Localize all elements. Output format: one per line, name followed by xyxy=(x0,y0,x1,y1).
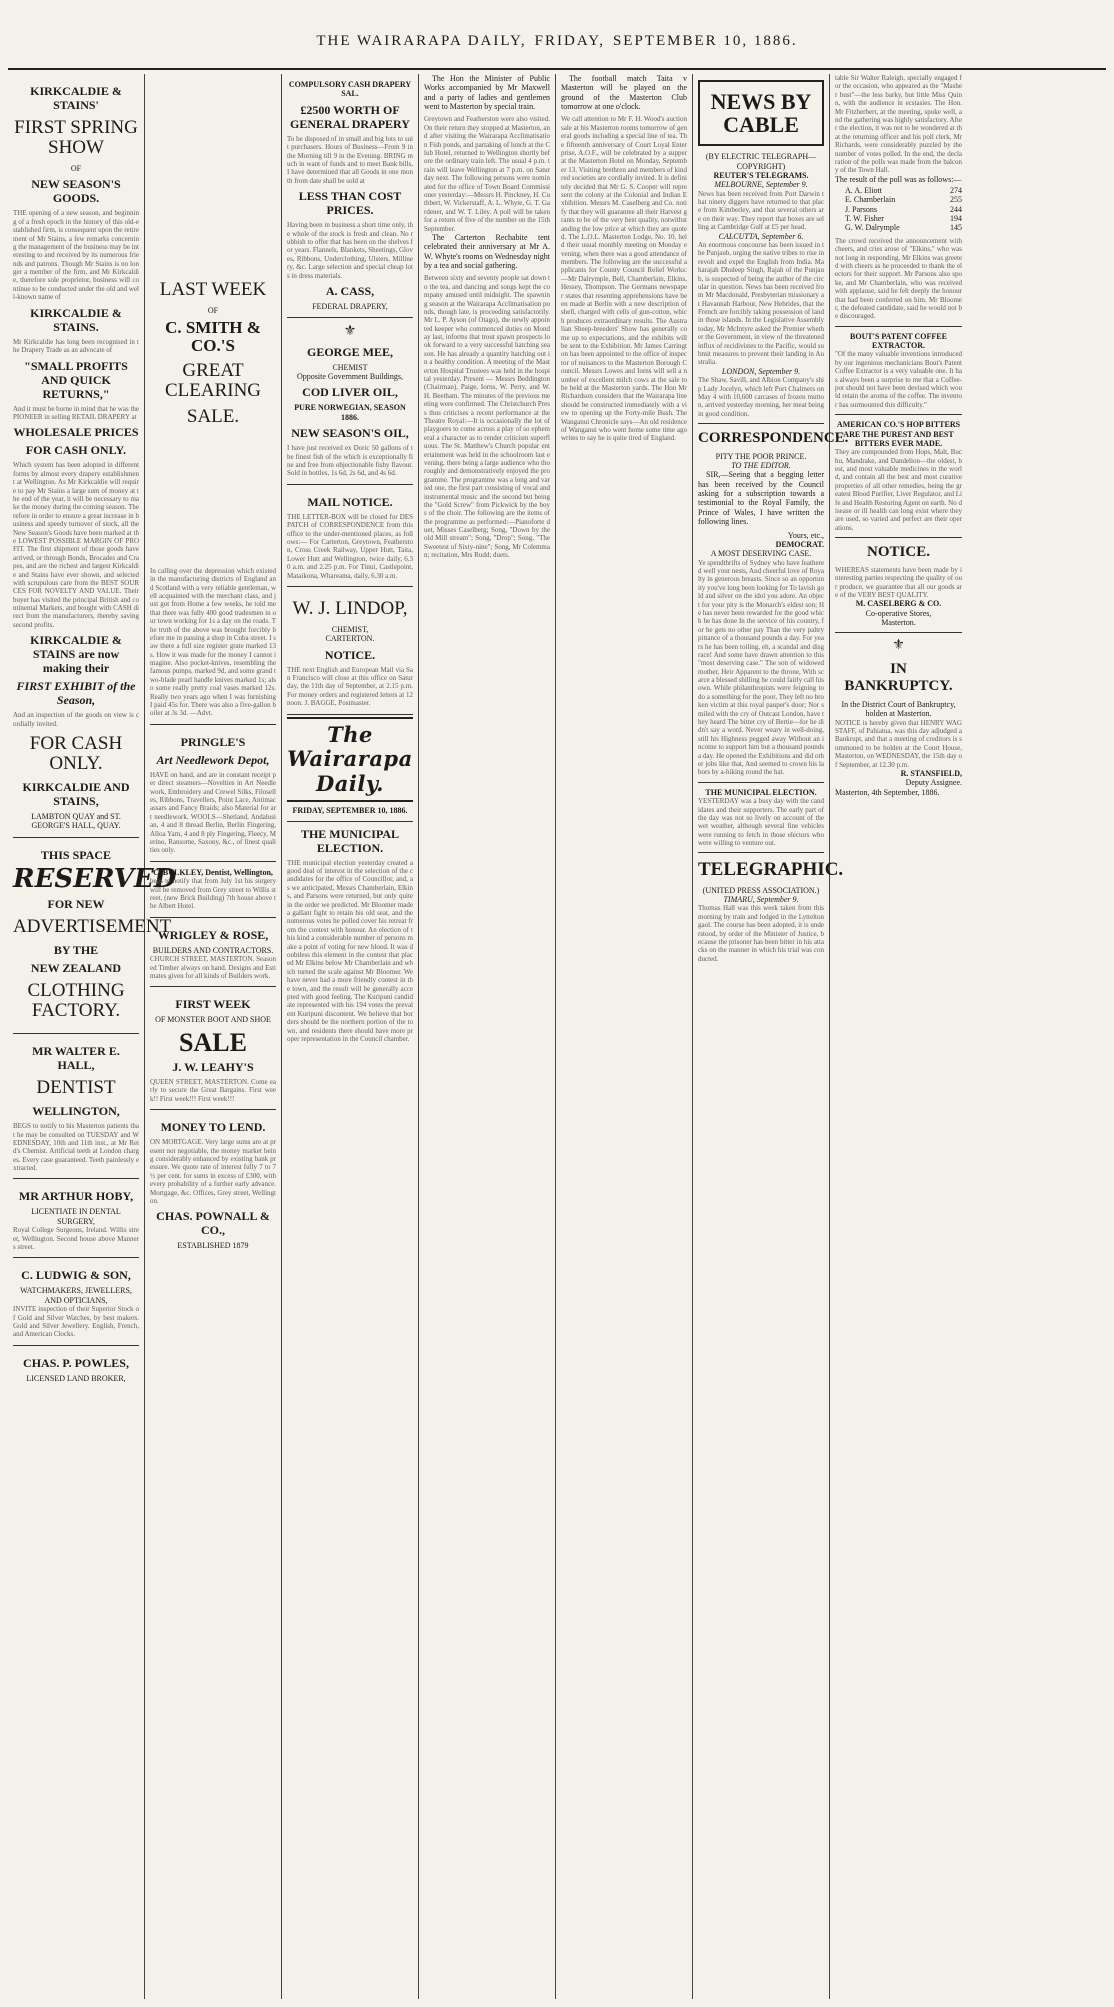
bouts-body: "Of the many valuable inventions introduced by our ingenious mechanicians Bout's Patent Coffee Extractor is a very valuable one. It has always been a surprise to me that a Coffee-pot should not have been devised which would retain the aroma of the coffee. The inventor has surmounted this difficulty." xyxy=(835,350,962,409)
calcutta-body: An enormous concourse has been issued in the Punjaub, urging the native tribes to rise in revolt and expel the English from India. Maharajah Dhuleep Singh, Rajah of the Punjaub, is suspected of being the author of the circular in question. News has been received from Mr Macdonald, Presbyterian missionary at Havannah Harbour, New Hebrides, that the French are forcibly taking possession of land in those islands. In the Legislative Assembly today, Mr McIntyre asked the Premier whether the Government, in view of the threatened influx of recidivistes to the Pacific, would submit measures to prevent their landing in Australia. xyxy=(698,240,824,367)
municipal-election-2: THE MUNICIPAL ELECTION. xyxy=(705,787,817,797)
powles-sub: LICENSED LAND BROKER, xyxy=(26,1373,126,1383)
col4-body-1: Greytown and Featherston were also visited. On their return they stopped at Masterton, and after visiting the Wairarapa Acclimatisation Fish ponds, and partaking of lunch at the Club Hotel, returned to Wellington shortly before the ordinary train left. The usual 4 p.m. train will leave Wellington at 7 p.m. on Saturday next. The following persons were nominated for the office of Town Board Commissioner yesterday:—Messrs H. Pinckney, H. Cuthbert, W. Vickerstaff, A. L. Whyte, G. T. Gardener, and W. T. Liley. A poll will be taken for a return of five of the number on the 15th September. xyxy=(424,115,550,233)
kirk-lambton: LAMBTON QUAY and ST. GEORGE'S HALL, QUAY. xyxy=(31,812,121,831)
smith-name: C. SMITH & CO.'S xyxy=(165,318,261,356)
poll-row: T. W. Fisher 194 xyxy=(845,214,962,224)
london-date: LONDON, September 9. xyxy=(721,366,801,376)
pownall-name: CHAS. POWNALL & CO., xyxy=(156,1209,270,1238)
correspondence: CORRESPONDENCE. xyxy=(698,430,849,447)
bankruptcy-date: Masterton, 4th September, 1886. xyxy=(835,787,940,797)
poll-results xyxy=(845,186,962,233)
hall-body: BEGS to notify to his Masterton patients that he may be consulted on TUESDAY and WEDNESDAY, 10th and 11th inst., at Mr Reid's Chemist. Artificial teeth at London charges. Every case guaranteed. Teeth painlessly extracted. xyxy=(13,1122,139,1173)
cash-only-2: FOR CASH ONLY. xyxy=(29,733,123,775)
new-zealand: NEW ZEALAND xyxy=(30,961,122,976)
column-1 xyxy=(8,74,177,1999)
col5-intro: The football match Taita v Masterton will be played on the ground of the Masterton Club tomorrow at one o'clock. xyxy=(561,74,687,112)
deserving-case: A MOST DESERVING CASE. xyxy=(710,549,812,559)
deputy-assignee: Deputy Assignee. xyxy=(905,778,962,788)
advertisement: ADVERTISEMENT xyxy=(13,916,172,938)
kirk-body-1: THE opening of a new season, and beginning of a fresh epoch in the history of this old-established firm, is consequent upon the retirement of Mr Stains, a few remarks concerning the management of the business may be interesting to and received by its numerous friends and patrons. Though Mr Stains is no longer a member of the firm, and Mr Kirkcaldie, therefore sole proprietor, business will continue to be conducted under the old and well-known name of xyxy=(13,209,139,302)
caselberg: M. CASELBERG & CO. xyxy=(855,599,942,609)
ludwig-name: C. LUDWIG & SON, xyxy=(21,1268,131,1283)
powles-name: CHAS. P. POWLES, xyxy=(23,1355,129,1370)
timaru-date: TIMARU, September 9. xyxy=(723,895,799,905)
clothing-factory: CLOTHING FACTORY. xyxy=(27,980,125,1022)
news-by-cable-box xyxy=(698,80,824,146)
poll-intro: The result of the poll was as follows:— xyxy=(835,174,962,184)
letter-signed: DEMOCRAT. xyxy=(775,539,824,549)
builders: BUILDERS AND CONTRACTORS. xyxy=(152,945,274,955)
mail-ad xyxy=(287,485,413,587)
timaru-body: Thomas Hall was this week taken from this morning by train and lodged in the Lyttelton gaol. The course has been adopted, it is understood, by order of the Minister of Justice, because the prisoner has been bitter in his attacks on the manner in which his trial was conducted. xyxy=(698,904,824,963)
kirkcaldie-ad xyxy=(13,74,139,838)
cod-liver: COD LIVER OIL, xyxy=(302,385,398,400)
pringle-name: PRINGLE'S xyxy=(180,734,246,749)
masthead xyxy=(8,14,1106,70)
notice-title: NOTICE. xyxy=(867,544,930,561)
col4-body-2: Between sixty and seventy people sat down to the tea, and dancing and songs kept the company amused until midnight. The spawning season at the Wairarapa Acclimatisation ponds, though late, is proceeding satisfactorily. Mr L. P. Ayson (of Otago), the newly appointed keeper who commenced duties on Monday last, informs that trout spawn prospects look forward to a very successful hatching season. He has already a quantity hatching out in a healthy condition. A meeting of the Masterton Hospital Trustees was held in the hospital yesterday. Present — Messrs Beddington (Chairman), Paige, Iorns, W. Perry, and W. H. Beetham. The minutes of the previous meeting were confirmed. The Christchurch Press thus criticises a recent performance at the Theatre Royal:—It is occasionally the lot of playgoers to come across a play of so ephemeral a character as to render criticism superfluous. The St. Matthew's Church popular entertainment was held in the schoolroom last evening, there being a large audience who thoroughly and demonstratively enjoyed the programme. The programme was a long and varied one, the first part consisting of vocal and instrumental music and the second but being the "Gold Screw" from Pickwick by the boys of the choir. The following are the items of the programme as performed:—Pianoforte duet, Misses Caselberg; Song, "Down by the old Mill stream"; Song, "Drop"; Song, "The Sweetest of Sixty-nine"; Song, Mr Colemman; recitation, Mrs Rudd; duets. xyxy=(424,274,550,560)
mee-opp: Opposite Government Buildings, xyxy=(297,372,403,382)
mee-body: I have just received ex Doric 50 gallons of the finest fish of the which is exceptionally fine and free from objectionable fishy flavour. Sold in bottles, 1s 6d, 2s 6d, and 4s 6d. xyxy=(287,444,413,478)
bankruptcy-body: NOTICE is hereby given that HENRY WAGSTAFF, of Pahiatua, was this day adjudged a Bankrupt, and that a meeting of creditors is summoned to be holden at the Court House, Masterton, on WEDNESDAY, the 15th day of September, at 12.30 p.m. xyxy=(835,718,962,769)
kirk-title: KIRKCALDIE & STAINS' xyxy=(30,84,122,113)
telegraphic: TELEGRAPHIC. xyxy=(698,859,844,881)
stansfield: R. STANSFIELD, xyxy=(900,768,962,778)
wrigley-name: WRIGLEY & ROSE, xyxy=(157,927,269,942)
this-space: THIS SPACE xyxy=(40,847,112,862)
first-exhibit: FIRST EXHIBIT of the Season, xyxy=(16,679,136,708)
bulkley-body: begs to notify that from July 1st his surgery will be removed from Grey street to Willis street, (new Brick Building) 7th house above the Albert Hotel. xyxy=(150,877,276,911)
pity-prince: PITY THE POOR PRINCE. xyxy=(715,451,807,461)
spring-show: FIRST SPRING SHOW xyxy=(14,117,138,158)
hall-wellington: WELLINGTON, xyxy=(32,1104,120,1119)
leahy-body: QUEEN STREET, MASTERTON. Come early to secure the Great Bargains. First week!! First week!!! First week!!! xyxy=(150,1078,276,1103)
pringle-ad xyxy=(150,725,276,862)
masthead-paper: THE WAIRARAPA DAILY, xyxy=(316,32,527,49)
mail-body: THE LETTER-BOX will be closed for DESPATCH of CORRESPONDENCE from this office to the under-mentioned places, as follows:— For Carterton, Greytown, Featherston, Cross Creek Railway, Upper Hutt, Taita, Lower Hutt and Wellington, twice daily, 6.30 a.m. and 2.25 p.m. For Tinui, Castlepoint, Mataikona, Whareama, daily, 6.30 a.m. xyxy=(287,512,413,580)
bouts: BOUT'S PATENT COFFEE EXTRACTOR. xyxy=(850,331,947,351)
bankruptcy: IN BANKRUPTCY. xyxy=(844,660,953,695)
kirk-body-4: Which system has been adopted in different forms by almost every drapery establishment at Wellington. As Mr Kirkcaldie will require to pay Mr Stains a large sum of money at the end of the year, it will be necessary to make the money during the coming season. Therefore in order to ensure a great increase in business and speedy turnover of stock, all the New Season's Goods have been marked at the LOWEST POSSIBLE MARGIN OF PROFIT. The first shipment of those goods have arrived, or through Bonds, Brocades and Crapes, and are the richest and largest Kirkcaldie and Stains have ever shown, and selected with scrupulous care from the BEST SOURCES FOR NOVELTY AND VALUE. Their buyer has visited the principal British and continental Markets, and bought with CASH direct from the manufacturers, thereby saving second profits. xyxy=(13,461,139,629)
money-title: MONEY TO LEND. xyxy=(160,1120,266,1135)
kirk-now: KIRKCALDIE & STAINS are now making their xyxy=(30,633,122,676)
cash-only-1: FOR CASH ONLY. xyxy=(25,443,127,458)
wrigley-body: CHURCH STREET, MASTERTON. Seasoned Timber always on hand. Designs and Estimates given for all kinds of Builders work. xyxy=(150,955,276,980)
col7-masterton: Masterton. xyxy=(881,618,916,628)
pringle-body: HAVE on hand, and are in constant receipt per direct steamers—Novelties in Art Needlework, Embroidery and Crewel Silks, Filoselles, Ribbons, Travellers, Point Lace, Antimacassars and Fancy Braids; also Material for art needlework. WOOLS—Shetland, Andalusian, 4 and 8 thread Berlin, Berlin Fingering, Alloa Yarn, 4 and 8 ply Fingering, Fleecy, Merino, Ransome, Saxony, &c., of finest qualities only. xyxy=(150,770,276,855)
cass-body-2: Having been in business a short time only, the whole of the stock is fresh and clean. No rubbish to offer that has been on the shelves for years. Flannels, Blankets, Sheetings, Gloves, Ribbons, Underclothing, Ulsters, Millinery, &c. Large selection and special cheap lots in dress materials. xyxy=(287,221,413,280)
col4-intro: The Hon the Minister of Public Works accompanied by Mr Maxwell and a party of ladies and gentlemen went to Masterton by special train. xyxy=(424,74,550,112)
american-hop: AMERICAN CO.'S HOP BITTERS ARE THE PUREST AND BEST BITTERS EVER MADE. xyxy=(836,420,961,448)
coop-stores: Co-operative Stores, xyxy=(865,608,932,618)
london-body: The Shaw, Savill, and Albion Company's ship Lady Jocelyn, which left Port Chalmers on May 4 with 10,600 carcases of frozen mutton, arrived yesterday morning, her meat being in good condition. xyxy=(698,376,824,418)
melbourne-date: MELBOURNE, September 9. xyxy=(714,180,808,190)
melbourne-body: News has been received from Port Darwin that ninety diggers have returned to that place from Kimberley, and that several others are on their way. They report that boxes are selling at Cambridge Gulf at £5 per head. xyxy=(698,189,824,232)
kirk-of: OF xyxy=(70,163,82,173)
reuter: REUTER'S TELEGRAMS. xyxy=(713,170,809,180)
dentist: DENTIST xyxy=(36,1077,116,1099)
ludwig-ad xyxy=(13,1258,139,1345)
hoby-body: Royal College Surgeons, Ireland. Willis street, Wellington. Second house above Manners street. xyxy=(13,1226,139,1251)
cass-body-1: To be disposed of in small and big lots to suit purchasers. Hours of Business—From 9 in the Morning till 9 in the Evening. BRING much in want of funds and to meet Bank bills, I have determined that all Goods in one month from date shall be sold at xyxy=(287,134,413,185)
to-editor: TO THE EDITOR. xyxy=(731,461,791,471)
bulkley-ad xyxy=(150,862,276,918)
column-4 xyxy=(419,74,556,1999)
lindop-carterton: CARTERTON. xyxy=(325,634,375,644)
for-new: FOR NEW xyxy=(47,897,105,912)
lindop-ad xyxy=(287,587,413,715)
paper-title: The Wairarapa Daily. xyxy=(287,717,413,803)
masthead-date: SEPTEMBER 10, 1886. xyxy=(612,32,798,49)
hoby-sub: LICENTIATE IN DENTAL SURGERY, xyxy=(31,1207,121,1226)
col4-carterton: The Carterton Rechabite tent celebrated their anniversary at Mr A. W. Whyte's rooms on Wednesday night by a tea and social gathering. xyxy=(424,232,550,270)
leahy-sale: SALE xyxy=(179,1027,247,1057)
smith-body: In calling over the depression which existed in the manufacturing districts of England and Scotland with a very reliable gentleman, well acquainted with the merchant class, and just got from Home a few weeks, he told me that there was fully 400 good tradesmen in our town working for 1s a day on the roads. The truth of the above was brought forcibly before me in passing a shop in Cuba street. I saw there a full size register grate marked 13s. How it was made for the money I cannot imagine. Also pocket-knives, resembling the famous pumps, marked 9d, and some grand two-blade pearl handle knives marked 1s; also some really pretty coal vases marked 12s. Really two years ago when I was furnishing I paid 45s for. There was also a five-gallon boiler at 3s 3d. —Advt. xyxy=(150,566,276,718)
news-by-cable: NEWS BY CABLE xyxy=(710,89,812,138)
last-week: LAST WEEK xyxy=(159,279,267,300)
municipal-body-2: YESTERDAY was a busy day with the candidates and their supporters. The early part of the day was not so lively on account of the wet weather, although several fine vehicles were running to fetch in those electors who were willing to venture out. xyxy=(698,797,824,848)
mail-notice: MAIL NOTICE. xyxy=(307,494,393,509)
lindop-sub: CHEMIST, xyxy=(331,624,369,634)
bulkley-name: C. BULKLEY, Dentist, Wellington, xyxy=(153,867,273,877)
new-seasons-oil: NEW SEASON'S OIL, xyxy=(291,426,409,441)
small-profits: "SMALL PROFITS AND QUICK RETURNS," xyxy=(24,358,128,401)
smith-of: OF xyxy=(207,305,219,315)
new-goods: NEW SEASON'S GOODS. xyxy=(31,177,121,206)
royal-crest-icon: ⚜ xyxy=(892,638,905,654)
needlework: Art Needlework Depot, xyxy=(156,752,270,767)
municipal-title: THE MUNICIPAL ELECTION. xyxy=(300,826,400,855)
columns xyxy=(8,74,1106,1999)
first-week: FIRST WEEK xyxy=(175,997,251,1012)
municipal-body: THE municipal election yesterday created a good deal of interest in the selection of the candidates for the office of Councillor, and, as we anticipated, Messrs Chamberlain, Elkins, and Parsons were returned, but only quite in the order we predicted. Mr Bloomer made a gallant fight to retain his old seat, and the numerous votes he polled cover his retreat from the contest with honour. An election of this kind a considerable number of persons make a point of voting for new blood. It was doubtless this element in the contest that placed Mr Elkins below Mr Chamberlain and which turned the scale against Mr Bloomer. We have never had a more friendly contest in the town, and the result will be generally accepted with good feeling. The Kuripuni candidate represented with his 194 votes the prevalent Kuripuni discontent. We believe that borders should be the northern portion of the town, and residents there should have more proper representation in the Council chamber. xyxy=(287,858,413,1043)
cass-name: A. CASS, xyxy=(325,283,375,298)
kirk-body-2: Mr Kirkcaldie has long been recognised in the Drapery Trade as an advocate of xyxy=(13,337,139,355)
leahy-name: J. W. LEAHY'S xyxy=(172,1059,254,1074)
ludwig-sub: WATCHMAKERS, JEWELLERS, AND OPTICIANS, xyxy=(20,1286,132,1305)
column-3 xyxy=(282,74,419,1999)
mee-chemist: CHEMIST xyxy=(332,362,368,372)
poll-row: A. A. Eliott 274 xyxy=(845,186,962,196)
poll-row: J. Parsons 244 xyxy=(845,204,962,214)
mee-name: GEORGE MEE, xyxy=(306,344,393,359)
royal-arms-icon: ⚜ xyxy=(343,324,357,340)
less-than: LESS THAN COST PRICES. xyxy=(298,189,402,218)
column-2 xyxy=(145,74,282,1999)
great-clearing: GREAT CLEARING xyxy=(164,359,262,401)
established: ESTABLISHED 1879 xyxy=(177,1241,249,1251)
column-6 xyxy=(693,74,849,1999)
lindop-notice: NOTICE. xyxy=(324,647,376,662)
hop-body: They are compounded from Hops, Malt, Buchu, Mandrake, and Dandelion—the oldest, best, and most valuable medicines in the world, and contain all the best and most curative properties of all other remedies, being the greatest Blood Purifier, Liver Regulator, and Life and Health Restoring Agent on earth. No disease or ill health can long exist where they are used, so varied and perfect are their operations. xyxy=(835,448,962,532)
worth: £2500 WORTH OF GENERAL DRAPERY xyxy=(290,102,410,131)
ludwig-body: INVITE inspection of their Superior Stock of Gold and Silver Watches, by best makers. Gold and Silver Jewellery. English, French, and American Clocks. xyxy=(13,1305,139,1339)
paper-date: FRIDAY, SEPTEMBER 10, 1886. xyxy=(292,806,408,816)
by-the: BY THE xyxy=(53,943,99,958)
sale: SALE. xyxy=(186,405,240,427)
masthead-day: FRIDAY, xyxy=(534,32,605,49)
calcutta-date: CALCUTTA, September 6. xyxy=(718,231,804,241)
cass-ad xyxy=(287,74,413,318)
hoby-name: MR ARTHUR HOBY, xyxy=(18,1189,134,1204)
powles-ad xyxy=(13,1346,139,1389)
wholesale-prices: WHOLESALE PRICES xyxy=(13,425,139,440)
hoby-ad xyxy=(13,1179,139,1258)
pure-norwegian: PURE NORWEGIAN, SEASON 1886. xyxy=(294,403,406,422)
mee-ad xyxy=(287,318,413,484)
kirk-body-3: And it must be borne in mind that he was the PIONEER in selling RETAIL DRAPERY at xyxy=(13,404,139,421)
cass-sub: FEDERAL DRAPERY, xyxy=(312,301,388,311)
poll-row: E. Chamberlain 255 xyxy=(845,195,962,205)
poll-row: G. W. Dalrymple 145 xyxy=(845,223,962,233)
col7-body-1: table Sir Walter Raleigh, specially engaged for the occasion, who appeared as the "Masher bust"—the less barky, but little Miss Quinn, with the audience in ecstasies. The Hon. Mr Fitzherbert, at the meeting, spoke well, and the gathering was highly satisfactory. After the election, it was not to be wondered at that the returning officer and his poll clerk, Mr Richards, were considerably puzzled by the number of votes polled. In the end, the declaration of the polls was made from the balcony of the Town Hall. xyxy=(835,74,962,175)
reserved-ad xyxy=(13,838,177,1034)
united-press: (UNITED PRESS ASSOCIATION.) xyxy=(702,885,820,895)
letter-yours: Yours, etc., xyxy=(787,530,824,540)
lindop-body: THE next English and European Mail via San Francisco will close at this office on Saturday, the 11th day of September, at 2.15 p.m. For money orders and registered letters at 12 noon. J. BAGGE, Postmaster. xyxy=(287,665,413,708)
smith-ad xyxy=(150,74,276,725)
col7-body-2: The crowd received the announcement with cheers, and cries arose of "Elkins," who was not long in responding. Mr Elkins was greeted with cheers as he proceeded to thank the electors for their support. Mr Parsons also spoke, and Mr Chamberlain, who was received with applause, said he felt deeply the honour that had been conferred on him. Mr Bloomer, the defeated candidate, said he would not be discouraged. xyxy=(835,236,962,321)
lindop-name: W. J. LINDOP, xyxy=(292,597,408,619)
district-court: In the District Court of Bankruptcy, holden at Masterton. xyxy=(841,699,956,719)
compulsory: COMPULSORY CASH DRAPERY SAL. xyxy=(288,80,412,99)
reserved: RESERVED xyxy=(13,863,177,894)
hall-name: MR WALTER E. HALL, xyxy=(32,1044,120,1073)
kirk-body-5: And an inspection of the goods on view is cordially invited. xyxy=(13,711,139,728)
letter-sir: SIR,—Seeing that a begging letter has been received by the Council asking for a subscription towards a testimonial to the Royal Family, the Prince of Wales, I have written the following lines. xyxy=(698,470,824,527)
col5-body-1: We call attention to Mr F. H. Wood's auction sale at his Masterton rooms tomorrow of general goods including a special line of tea. The fifteenth anniversary of Court Loyal Enterprise, A.O.F., will be celebrated by a supper at the Masterton Hotel on Monday, September 13. Visiting brethren and members of kindred societies are cordially invited. It is definitely decided that Mr G. S. Cooper will represent the colony at the Colonial and Indian Exhibition. Messrs M. Caselberg and Co. notify that they will guarantee all their Harvest grants to be of the very best quality, notwithstanding the low price at which they are quoted. The L.O.L. Masterton Lodge, No. 10, held their usual monthly meeting on Monday evening, when there was a good attendance of members. The following are the successful applicants for County Council Relief Works:—Mr Dalrymple, Bell, Chamberlain, Elkins, Hessey, Thompson. The Germans newspaper states that resenting apprehensions have been made at Berlin with a new description of shell, charged with cells of gun-cotton, which produces extraordinary results. The Australian Sheep-breeders' Show has generally come up to expectations, and the exhibits will be sent to the Exhibition. Mr James Carrington has been appointed to the office of inspector of nuisances to the Masterton Borough Council. Messrs Lowes and Iorns will sell a number of excellent milch cows at the sale to be held at the Masterton yards. The Hon Mr Richardson considers that the Wairarapa line should be constructed immediately with a view to opening up the Forty-mile Bush. The Wanganui Chronicle says—An old residence of Wanganui who went home some time ago writes to say he is quite tired of England. xyxy=(561,115,687,443)
column-5 xyxy=(556,74,693,1999)
poem: Ye spendthrifts of Sydney who have feathered well your nests, And cheerful love of Royalty in generous breasts. Since so an opportunity you've long been looking for To lavish gold and silver on the idol you adore. An object for your pity is the Monarch's eldest son; He has never been rewarded for the good which he has done In the service of his country, for he gets no other pay Than the very paltry pittance of a thousand pounds a day. For years he has been toiling, eh, a scandal and disgrace! And some have drawn attention to this "most deserving case." The son of widowed mother, Heir Apparent to the throne, With scarce a blessed shilling he could fairly call his own. While philanthropists were feigning to do a something for the poor, They left no broken victim at this royal pauper's door; Nor smiled with the cry of Outcast London, have they heard The bitter cry of Bertie—for he didn't say a word. Never weary in well-doing, still his Highness pegged away Without an income to support him but a thousand pounds a day. He opened the Exhibitions and did other jobs like that, And seemed to crown his labors by a-hiking round the hat. xyxy=(698,558,824,777)
telegraph-note: (BY ELECTRIC TELEGRAPH—COPYRIGHT) xyxy=(705,152,817,171)
leahy-ad xyxy=(150,987,276,1110)
wrigley-ad xyxy=(150,918,276,988)
kirk-name-3: KIRKCALDIE AND STAINS, xyxy=(22,780,130,809)
money-ad xyxy=(150,1110,276,1257)
kirk-name-2: KIRKCALDIE & STAINS. xyxy=(30,305,122,334)
notice-body: WHEREAS statements have been made by interesting parties respecting the quality of our produce, we guarantee that all our goods are of the VERY BEST QUALITY. xyxy=(835,565,962,599)
column-7 xyxy=(830,74,967,1999)
monster: OF MONSTER BOOT AND SHOE xyxy=(155,1015,271,1025)
hall-ad xyxy=(13,1034,139,1179)
money-body: ON MORTGAGE. Very large sums are at present not negotiable, the money market being considerably enhanced by existing bank pressure. We quote rate of interest fully 7 to 7½ per cent. for sums in excess of £300, with every probability of a further early advance. Mortgage, &c. Offices, Grey street, Wellington. xyxy=(150,1138,276,1205)
